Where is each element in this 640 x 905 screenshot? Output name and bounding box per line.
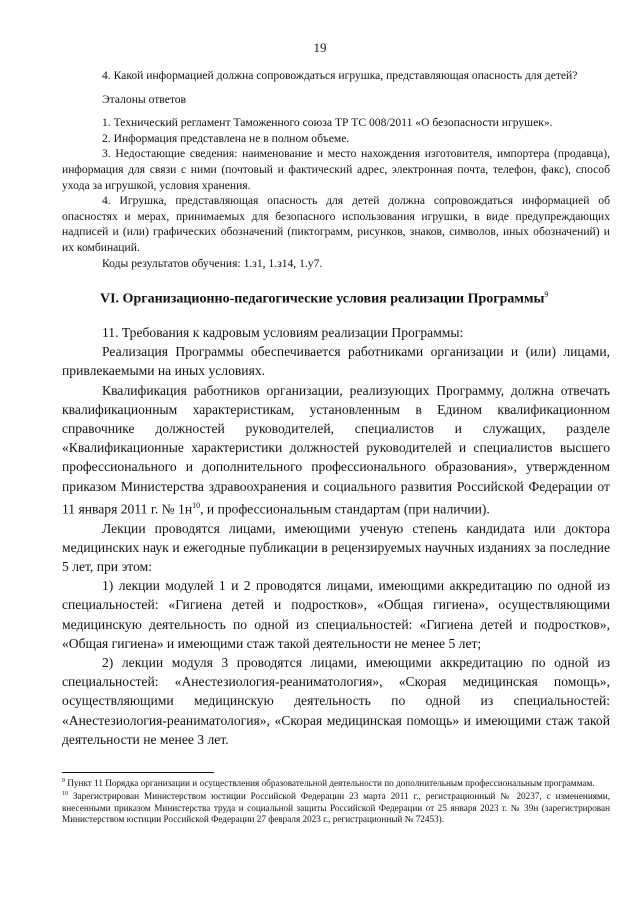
- paragraph: Лекции проводятся лицами, имеющими ученую степень кандидата или доктора медицинских наук и ежегодные публикации в рецензируемых научных изданиях за последние 5 лет, при этом:: [62, 520, 610, 574]
- footnote-divider: [62, 772, 214, 773]
- answer-item: 3. Недостающие сведения: наименование и место нахождения изготовителя, импортера (продавца), информация для связи с ними (почтовый и фактический адрес, электронная почта, телефон, факс), способ ухода за игрушкой, условия хранения.: [62, 147, 610, 192]
- paragraph: 11. Требования к кадровым условиям реализации Программы:: [102, 325, 464, 340]
- answer-item: 2. Информация представлена не в полном объеме.: [102, 131, 350, 145]
- question-block: [62, 68, 610, 271]
- main-text: [62, 323, 610, 749]
- answers-heading: Эталоны ответов: [102, 92, 187, 106]
- paragraph: 2) лекции модуля 3 проводятся лицами, имеющими аккредитацию по одной из специальностей: «Анестезиология-реаниматология», «Скорая медицинская помощь», осуществляющими медицинскую деятельность по одной из специальностей: «Анестезиология-реаниматология», «Скорая медицинская помощь» и имеющими стаж такой деятельности не менее 3 лет.: [62, 654, 610, 747]
- answer-item: 4. Игрушка, представляющая опасность для детей должна сопровождаться информацией об опасностях и мерах, принимаемых для безопасного использования игрушки, в виде предупреждающих надписей и (или) графических обозначений (пиктограмм, рисунков, знаков, символов, иных обозначений) и их комбинаций.: [62, 194, 610, 254]
- footnote-text: Пункт 11 Порядка организации и осуществления образовательной деятельности по дополнительным профессиональным программам.: [65, 778, 595, 789]
- footnote: [62, 789, 610, 825]
- footnote-mark: 10: [62, 791, 68, 798]
- paragraph-text: Квалификация работников организации, реализующих Программу, должна отвечать квалификационным характеристикам, установленным в Едином квалификационном справочнике должностей руководителей, специалистов и служащих, разделе «Квалификационные характеристики должностей руководителей и специалистов высшего профессионального и дополнительного профессионального образования», утвержденном приказом Министерства здравоохранения и социального развития Российской Федерации от 11 января 2011 г. № 1н: [62, 382, 610, 517]
- footnotes: [62, 776, 610, 825]
- paragraph: [62, 381, 610, 519]
- footnote-mark: 9: [62, 778, 65, 784]
- footnote-ref: 10: [192, 500, 201, 510]
- paragraph: 1) лекции модулей 1 и 2 проводятся лицами, имеющими аккредитацию по одной из специальностей: «Гигиена детей и подростков», «Общая гигиена», осуществляющими медицинскую деятельность по одной из специальностей: «Гигиена детей и подростков», «Общая гигиена» и имеющими стаж такой деятельности не менее 5 лет;: [62, 578, 610, 651]
- section-title: VI. Организационно-педагогические условия реализации Программы: [100, 291, 545, 307]
- footnote: [62, 776, 610, 789]
- section-heading: [100, 290, 610, 308]
- paragraph-text: , и профессиональным стандартам (при наличии).: [200, 501, 490, 517]
- result-codes: Коды результатов обучения: 1.з1, 1.з14, 1.у7.: [102, 256, 323, 270]
- footnote-text: Зарегистрирован Министерством юстиции Российской Федерации 23 марта 2011 г., регистрационный № 20237, с изменениями, внесенными приказом Министерства труда и социальной защиты Российской Федерации от 25 января 2023 г. № 39н (зарегистрирован Министерством юстиции Российской Федерации 27 февраля 2023 г., регистрационный № 72453).: [62, 791, 610, 824]
- page-number: 19: [313, 40, 327, 55]
- question-text: 4. Какой информацией должна сопровождаться игрушка, представляющая опасность для детей?: [102, 69, 578, 82]
- footnote-ref: 9: [544, 290, 549, 299]
- answer-item: 1. Технический регламент Таможенного союза ТР ТС 008/2011 «О безопасности игрушек».: [102, 116, 553, 130]
- paragraph: Реализация Программы обеспечивается работниками организации и (или) лицами, привлекаемыми на иных условиях.: [62, 344, 610, 379]
